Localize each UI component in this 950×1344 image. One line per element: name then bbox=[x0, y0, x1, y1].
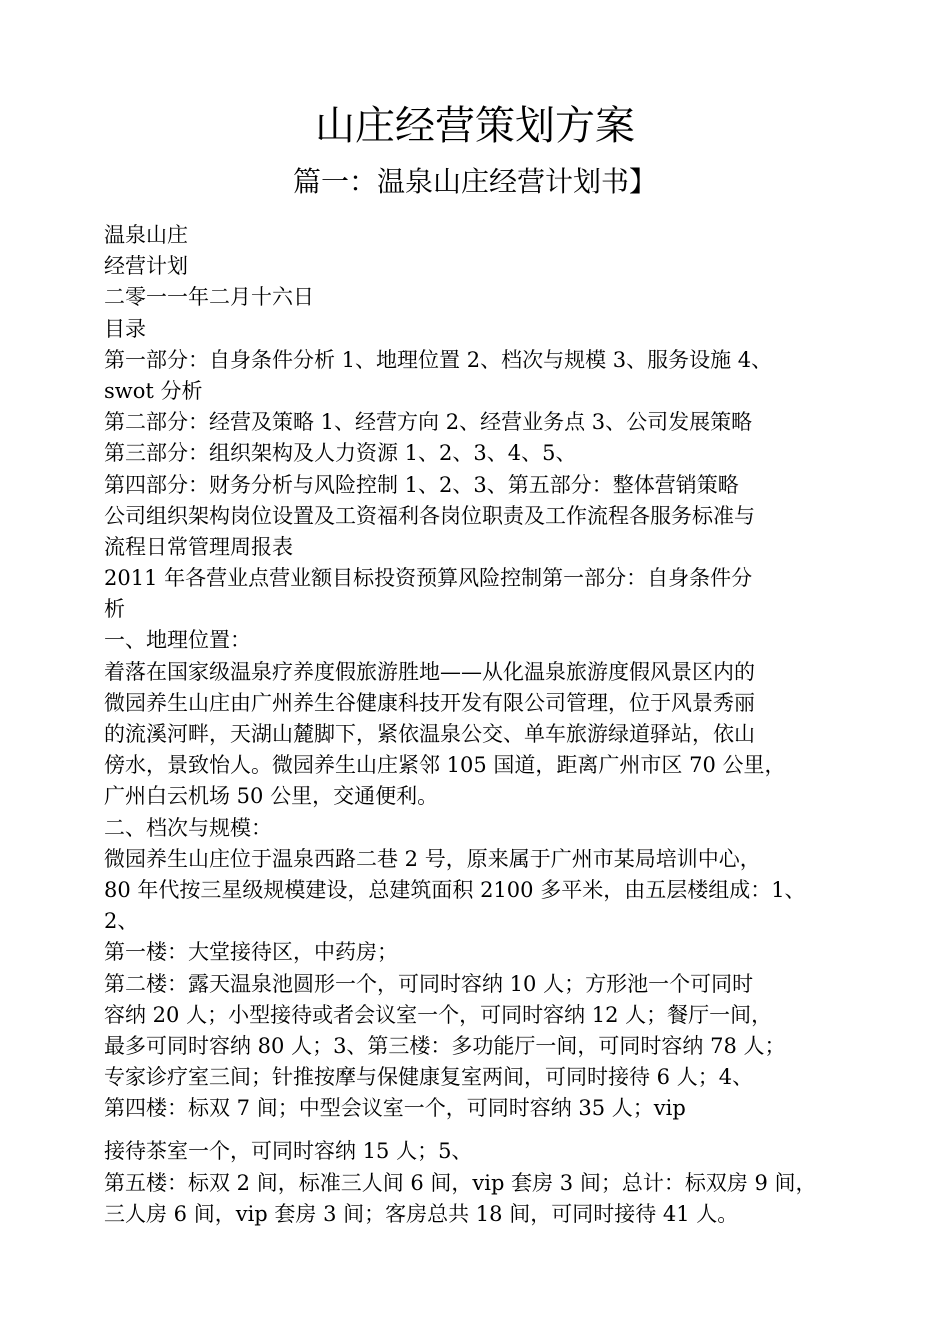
text-line: 80 年代按三星级规模建设，总建筑面积 2100 多平米，由五层楼组成：1、 bbox=[104, 877, 806, 902]
text-line: 第四楼：标双 7 间；中型会议室一个，可同时容纳 35 人；vip bbox=[104, 1096, 686, 1121]
text-line: 目录 bbox=[104, 316, 146, 341]
text-line: 接待茶室一个，可同时容纳 15 人；5、 bbox=[104, 1139, 473, 1164]
text-line: 第二楼：露天温泉池圆形一个，可同时容纳 10 人；方形池一个可同时 bbox=[104, 971, 754, 996]
text-line: 三人房 6 间，vip 套房 3 间；客房总共 18 间，可同时接待 41 人。 bbox=[104, 1201, 739, 1226]
text-line: swot 分析 bbox=[104, 378, 203, 403]
text-line: 二零一一年二月十六日 bbox=[104, 285, 314, 310]
text-line: 2011 年各营业点营业额目标投资预算风险控制第一部分：自身条件分 bbox=[104, 566, 753, 591]
text-line: 第一楼：大堂接待区，中药房； bbox=[104, 940, 398, 965]
document-subtitle: 篇一：温泉山庄经营计划书】 bbox=[292, 165, 657, 198]
text-line: 专家诊疗室三间；针推按摩与保健康复室两间，可同时接待 6 人；4、 bbox=[104, 1065, 754, 1090]
text-line: 容纳 20 人；小型接待或者会议室一个，可同时容纳 12 人；餐厅一间， bbox=[104, 1002, 773, 1027]
text-line: 一、地理位置： bbox=[104, 628, 251, 653]
text-line: 第一部分：自身条件分析 1、地理位置 2、档次与规模 3、服务设施 4、 bbox=[104, 347, 773, 372]
text-line: 二、档次与规模： bbox=[104, 815, 272, 840]
text-line: 公司组织架构岗位设置及工资福利各岗位职责及工作流程各服务标准与 bbox=[104, 503, 755, 528]
text-line: 2、 bbox=[104, 909, 139, 934]
text-line: 析 bbox=[104, 597, 125, 622]
text-line: 第三部分：组织架构及人力资源 1、2、3、4、5、 bbox=[104, 441, 577, 466]
text-line: 微园养生山庄位于温泉西路二巷 2 号，原来属于广州市某局培训中心， bbox=[104, 846, 761, 871]
text-line: 温泉山庄 bbox=[104, 223, 188, 247]
text-line: 经营计划 bbox=[104, 254, 188, 279]
text-line: 第二部分：经营及策略 1、经营方向 2、经营业务点 3、公司发展策略 bbox=[104, 410, 753, 435]
text-line: 微园养生山庄由广州养生谷健康科技开发有限公司管理，位于风景秀丽 bbox=[104, 690, 755, 715]
text-line: 的流溪河畔，天湖山麓脚下，紧依温泉公交、单车旅游绿道驿站，依山 bbox=[104, 722, 755, 746]
text-line: 广州白云机场 50 公里，交通便利。 bbox=[104, 784, 439, 809]
document-body bbox=[104, 220, 864, 1230]
document-title: 山庄经营策划方案 bbox=[315, 103, 635, 149]
text-line: 第四部分：财务分析与风险控制 1、2、3、第五部分：整体营销策略 bbox=[104, 472, 739, 497]
line-gap bbox=[104, 1124, 864, 1136]
text-line: 着落在国家级温泉疗养度假旅游胜地——从化温泉旅游度假风景区内的 bbox=[104, 659, 755, 684]
text-line: 傍水，景致怡人。微园养生山庄紧邻 105 国道，距离广州市区 70 公里， bbox=[104, 753, 786, 778]
text-line: 流程日常管理周报表 bbox=[104, 534, 293, 559]
text-line: 第五楼：标双 2 间，标准三人间 6 间，vip 套房 3 间；总计：标双房 9 间， bbox=[104, 1170, 817, 1195]
text-line: 最多可同时容纳 80 人；3、第三楼：多功能厅一间，可同时容纳 78 人； bbox=[104, 1033, 786, 1058]
